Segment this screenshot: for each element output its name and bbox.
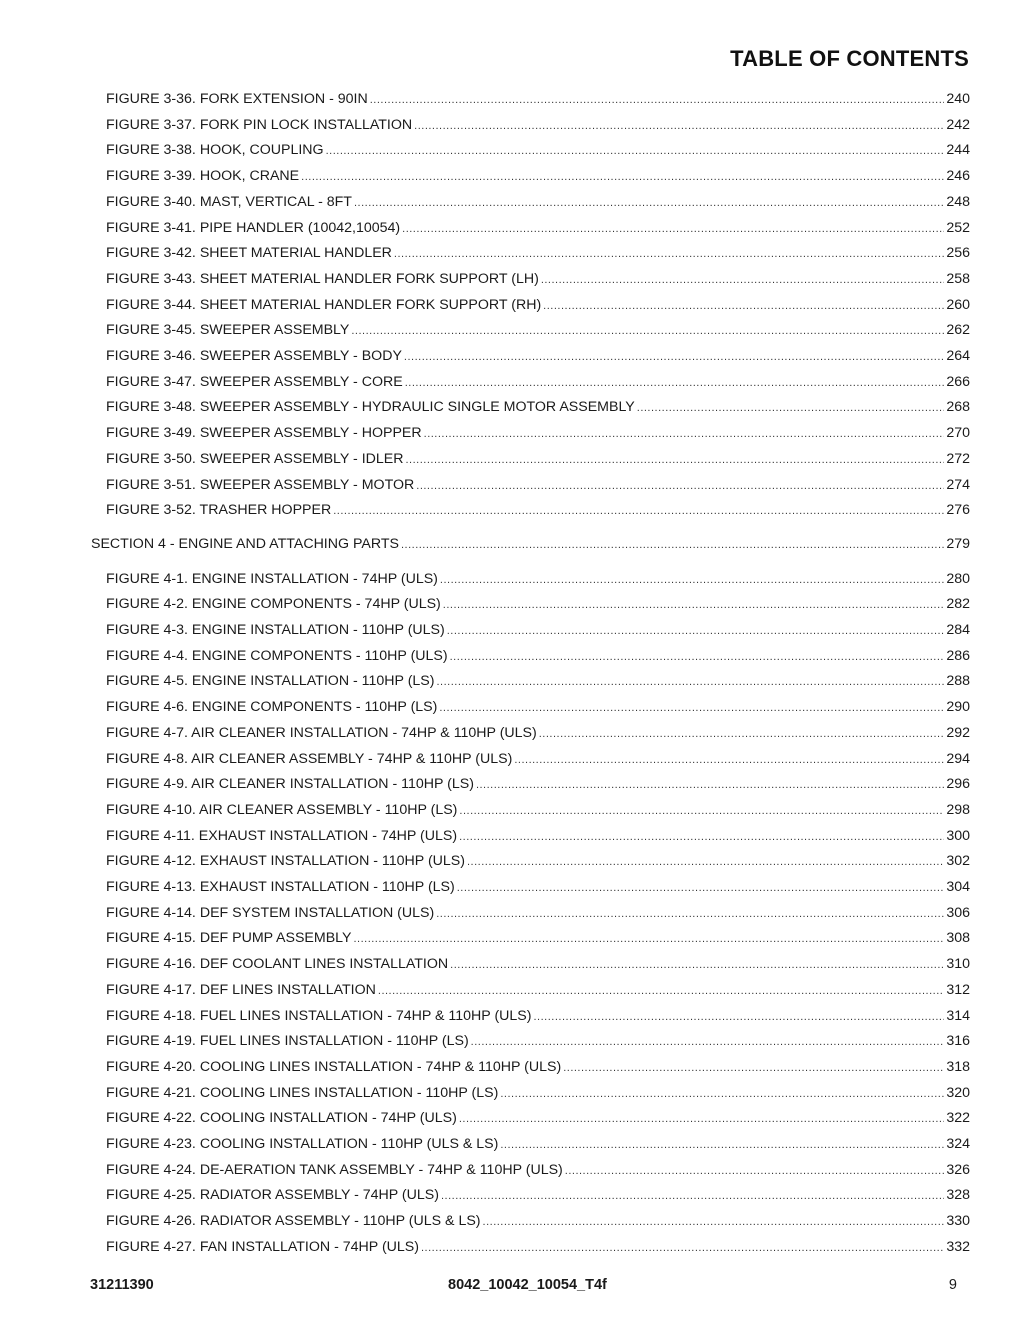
toc-dot-leader [637, 398, 945, 418]
toc-page-number: 300 [946, 827, 970, 844]
toc-dot-leader [459, 827, 944, 847]
toc-figure-row[interactable] [106, 1006, 970, 1026]
toc-dot-leader [541, 270, 945, 290]
toc-entry-title: FIGURE 3-38. HOOK, COUPLING [106, 142, 324, 159]
toc-figure-row[interactable] [106, 449, 970, 469]
toc-entry-title: FIGURE 3-43. SHEET MATERIAL HANDLER FORK SUPPORT (LH) [106, 270, 539, 287]
toc-dot-leader [378, 981, 944, 1001]
toc-figure-row[interactable] [106, 1237, 970, 1257]
toc-entry-title: FIGURE 3-47. SWEEPER ASSEMBLY - CORE [106, 373, 403, 390]
toc-page-number: 262 [946, 322, 970, 339]
toc-entry-title: FIGURE 3-51. SWEEPER ASSEMBLY - MOTOR [106, 476, 415, 493]
toc-dot-leader [406, 450, 945, 470]
toc-entry-title: FIGURE 4-9. AIR CLEANER INSTALLATION - 110HP (LS) [106, 776, 474, 793]
toc-figure-row[interactable] [106, 749, 970, 769]
toc-dot-leader [333, 501, 944, 521]
toc-entry-title: FIGURE 3-50. SWEEPER ASSEMBLY - IDLER [106, 450, 404, 467]
toc-entry-title: FIGURE 4-27. FAN INSTALLATION - 74HP (ULS) [106, 1238, 419, 1255]
toc-page-number: 272 [946, 450, 970, 467]
toc-page-number: 260 [946, 296, 970, 313]
toc-figure-row[interactable] [106, 295, 970, 315]
toc-dot-leader [447, 621, 945, 641]
toc-entry-title: FIGURE 3-41. PIPE HANDLER (10042,10054) [106, 219, 401, 236]
toc-dot-leader [394, 244, 944, 264]
toc-page-number: 246 [946, 168, 970, 185]
toc-figure-row[interactable] [106, 646, 970, 666]
toc-figure-row[interactable] [106, 166, 970, 186]
toc-dot-leader [471, 1032, 945, 1052]
toc-figure-row[interactable] [106, 723, 970, 743]
toc-dot-leader [402, 219, 944, 239]
toc-page-number: 256 [946, 245, 970, 262]
toc-entry-title: FIGURE 4-8. AIR CLEANER ASSEMBLY - 74HP & 110HP (ULS) [106, 750, 513, 767]
toc-page-number: 304 [946, 879, 970, 895]
toc-figure-row[interactable] [106, 115, 970, 135]
toc-dot-leader [405, 373, 945, 393]
toc-figure-row[interactable] [106, 569, 970, 589]
toc-figure-row[interactable] [106, 594, 970, 614]
toc-page-number: 274 [946, 476, 970, 493]
toc-page-number: 288 [946, 673, 970, 690]
toc-figure-row[interactable] [106, 218, 970, 238]
toc-entry-title: FIGURE 4-2. ENGINE COMPONENTS - 74HP (ULS) [106, 596, 441, 613]
toc-dot-leader [450, 955, 944, 975]
footer-page-number: 9 [948, 1277, 957, 1293]
toc-page-number: 324 [946, 1136, 970, 1152]
toc-entry-title: FIGURE 4-5. ENGINE INSTALLATION - 110HP (LS) [106, 673, 435, 690]
toc-entry-title: FIGURE 3-42. SHEET MATERIAL HANDLER [106, 245, 392, 262]
toc-entry-title: FIGURE 4-6. ENGINE COMPONENTS - 110HP (LS) [106, 699, 438, 716]
toc-entry-title: FIGURE 3-40. MAST, VERTICAL - 8FT [106, 193, 352, 210]
toc-page-number: 308 [946, 930, 970, 947]
toc-page-number: 314 [946, 1007, 970, 1024]
toc-entry-title: FIGURE 3-48. SWEEPER ASSEMBLY - HYDRAULIC SINGLE MOTOR ASSEMBLY [106, 399, 635, 416]
toc-dot-leader [457, 878, 945, 898]
toc-figure-row[interactable] [106, 1057, 970, 1077]
toc-page-number: 310 [946, 956, 970, 973]
toc-entry-title: FIGURE 4-10. AIR CLEANER ASSEMBLY - 110HP (LS) [106, 801, 458, 818]
toc-dot-leader [514, 750, 944, 770]
footer-doc-number: 31211390 [90, 1277, 154, 1293]
toc-entry-title: FIGURE 4-19. FUEL LINES INSTALLATION - 110HP (LS) [106, 1033, 469, 1050]
toc-page-number: 264 [946, 348, 970, 364]
toc-entry-title: FIGURE 3-39. HOOK, CRANE [106, 168, 300, 185]
toc-figure-row[interactable] [106, 800, 970, 820]
toc-page-number: 244 [946, 142, 970, 159]
toc-entry-title: FIGURE 4-13. EXHAUST INSTALLATION - 110HP (LS) [106, 879, 455, 895]
toc-page-number: 328 [946, 1187, 970, 1204]
toc-page-number: 290 [946, 699, 970, 716]
toc-page-number: 266 [946, 373, 970, 390]
toc-page-number: 282 [946, 596, 970, 613]
toc-figure-row[interactable] [106, 192, 970, 212]
toc-entry-title: FIGURE 4-7. AIR CLEANER INSTALLATION - 74HP & 110HP (ULS) [106, 724, 537, 741]
toc-entry-title: FIGURE 4-11. EXHAUST INSTALLATION - 74HP (ULS) [106, 827, 458, 844]
toc-figure-row[interactable] [106, 774, 970, 794]
toc-entry-title: FIGURE 3-37. FORK PIN LOCK INSTALLATION [106, 116, 413, 133]
toc-entry-title: FIGURE 4-17. DEF LINES INSTALLATION [106, 981, 376, 998]
toc-dot-leader [370, 90, 945, 110]
toc-dot-leader [459, 801, 944, 821]
toc-figure-row[interactable] [106, 140, 970, 160]
toc-figure-row[interactable] [106, 877, 970, 897]
toc-figure-row[interactable] [106, 697, 970, 717]
toc-figure-row[interactable] [106, 1108, 970, 1128]
toc-dot-leader [443, 595, 945, 615]
toc-section-row[interactable] [91, 534, 970, 554]
toc-entry-title: FIGURE 3-45. SWEEPER ASSEMBLY [106, 322, 350, 339]
toc-dot-leader [401, 535, 944, 555]
toc-figure-row[interactable] [106, 1185, 970, 1205]
toc-figure-row[interactable] [106, 346, 970, 366]
toc-figure-row[interactable] [106, 320, 970, 340]
toc-dot-leader [437, 672, 945, 692]
toc-page-number: 284 [946, 622, 970, 638]
toc-entry-title: FIGURE 4-25. RADIATOR ASSEMBLY - 74HP (ULS) [106, 1187, 439, 1204]
toc-figure-row[interactable] [106, 500, 970, 520]
toc-page-number: 312 [946, 981, 970, 998]
toc-page-number: 320 [946, 1084, 970, 1101]
toc-page-number: 332 [946, 1238, 970, 1255]
toc-entry-title: FIGURE 4-26. RADIATOR ASSEMBLY - 110HP (ULS & LS) [106, 1213, 481, 1230]
toc-dot-leader [416, 476, 944, 496]
toc-dot-leader [301, 167, 944, 187]
toc-page-number: 268 [946, 399, 970, 416]
toc-entry-title: FIGURE 3-52. TRASHER HOPPER [106, 502, 332, 519]
toc-page-number: 248 [946, 193, 970, 210]
toc-dot-leader [500, 1084, 944, 1104]
toc-dot-leader [476, 775, 944, 795]
toc-page-number: 280 [946, 570, 970, 587]
toc-entry-title: FIGURE 4-21. COOLING LINES INSTALLATION - 110HP (LS) [106, 1084, 499, 1101]
toc-page-number: 258 [946, 270, 970, 287]
toc-page-number: 316 [946, 1033, 970, 1050]
toc-page-number: 294 [946, 750, 970, 767]
toc-figure-row[interactable] [106, 423, 970, 443]
toc-page-number: 296 [946, 776, 970, 793]
page-title: TABLE OF CONTENTS [730, 46, 969, 71]
toc-dot-leader [424, 424, 945, 444]
toc-figure-row[interactable] [106, 1134, 970, 1154]
toc-page-number: 330 [946, 1213, 970, 1230]
toc-figure-row[interactable] [106, 243, 970, 263]
toc-dot-leader [439, 698, 944, 718]
toc-dot-leader [326, 141, 945, 161]
toc-entry-title: FIGURE 4-1. ENGINE INSTALLATION - 74HP (ULS) [106, 570, 438, 587]
toc-figure-row[interactable] [106, 620, 970, 640]
toc-dot-leader [404, 347, 944, 367]
toc-entry-title: FIGURE 3-44. SHEET MATERIAL HANDLER FORK SUPPORT (RH) [106, 296, 542, 313]
toc-page-number: 326 [946, 1161, 970, 1178]
toc-page-number: 242 [946, 116, 970, 133]
toc-figure-row[interactable] [106, 954, 970, 974]
toc-entry-title: FIGURE 4-23. COOLING INSTALLATION - 110HP (ULS & LS) [106, 1136, 499, 1152]
toc-figure-row[interactable] [106, 826, 970, 846]
toc-page-number: 302 [946, 853, 970, 870]
toc-page-number: 240 [946, 91, 970, 107]
toc-dot-leader [500, 1135, 944, 1155]
toc-entry-title: FIGURE 3-36. FORK EXTENSION - 90IN [106, 91, 368, 107]
toc-dot-leader [565, 1161, 945, 1181]
toc-figure-row[interactable] [106, 89, 970, 109]
toc-dot-leader [534, 1007, 945, 1027]
footer-model-code: 8042_10042_10054_T4f [448, 1277, 607, 1293]
toc-entry-title: FIGURE 3-49. SWEEPER ASSEMBLY - HOPPER [106, 425, 422, 442]
toc-figure-row[interactable] [106, 1160, 970, 1180]
toc-entry-title: FIGURE 4-14. DEF SYSTEM INSTALLATION (ULS) [106, 904, 435, 921]
toc-figure-row[interactable] [106, 980, 970, 1000]
toc-figure-row[interactable] [106, 475, 970, 495]
toc-entry-title: FIGURE 4-16. DEF COOLANT LINES INSTALLATION [106, 956, 449, 973]
toc-entry-title: SECTION 4 - ENGINE AND ATTACHING PARTS [91, 536, 399, 553]
toc-dot-leader [421, 1238, 944, 1258]
toc-dot-leader [450, 647, 945, 667]
toc-dot-leader [441, 1186, 944, 1206]
toc-figure-row[interactable] [106, 269, 970, 289]
toc-dot-leader [440, 570, 944, 590]
toc-dot-leader [436, 904, 944, 924]
toc-page-number: 286 [946, 647, 970, 664]
toc-dot-leader [543, 296, 944, 316]
toc-page-number: 298 [946, 801, 970, 818]
toc-dot-leader [467, 852, 944, 872]
toc-page-number: 279 [946, 536, 970, 553]
toc-page-number: 318 [946, 1058, 970, 1075]
toc-entry-title: FIGURE 4-4. ENGINE COMPONENTS - 110HP (ULS) [106, 647, 448, 664]
toc-page-number: 322 [946, 1110, 970, 1127]
toc-page-number: 252 [946, 219, 970, 236]
toc-entry-title: FIGURE 4-12. EXHAUST INSTALLATION - 110HP (ULS) [106, 853, 465, 870]
toc-page-number: 270 [946, 425, 970, 442]
toc-entry-title: FIGURE 4-15. DEF PUMP ASSEMBLY [106, 930, 352, 947]
toc-dot-leader [414, 116, 944, 136]
toc-dot-leader [354, 193, 944, 213]
toc-figure-row[interactable] [106, 903, 970, 923]
toc-dot-leader [483, 1212, 945, 1232]
toc-figure-row[interactable] [106, 1211, 970, 1231]
toc-figure-row[interactable] [106, 397, 970, 417]
toc-figure-row[interactable] [106, 671, 970, 691]
toc-entry-title: FIGURE 4-24. DE-AERATION TANK ASSEMBLY - 74HP & 110HP (ULS) [106, 1161, 563, 1178]
toc-dot-leader [563, 1058, 944, 1078]
toc-figure-row[interactable] [106, 928, 970, 948]
toc-entry-title: FIGURE 4-3. ENGINE INSTALLATION - 110HP (ULS) [106, 622, 445, 638]
toc-dot-leader [539, 724, 945, 744]
toc-entry-title: FIGURE 3-46. SWEEPER ASSEMBLY - BODY [106, 348, 402, 364]
toc-dot-leader [351, 321, 944, 341]
toc-page-number: 306 [946, 904, 970, 921]
toc-page-number: 276 [946, 502, 970, 519]
toc-dot-leader [353, 929, 944, 949]
toc-entry-title: FIGURE 4-20. COOLING LINES INSTALLATION - 74HP & 110HP (ULS) [106, 1058, 562, 1075]
toc-entry-title: FIGURE 4-22. COOLING INSTALLATION - 74HP (ULS) [106, 1110, 457, 1127]
toc-figure-row[interactable] [106, 1083, 970, 1103]
toc-figure-row[interactable] [106, 1031, 970, 1051]
toc-entry-title: FIGURE 4-18. FUEL LINES INSTALLATION - 74HP & 110HP (ULS) [106, 1007, 532, 1024]
toc-figure-row[interactable] [106, 372, 970, 392]
toc-figure-row[interactable] [106, 851, 970, 871]
toc-dot-leader [459, 1109, 945, 1129]
toc-page-number: 292 [946, 724, 970, 741]
